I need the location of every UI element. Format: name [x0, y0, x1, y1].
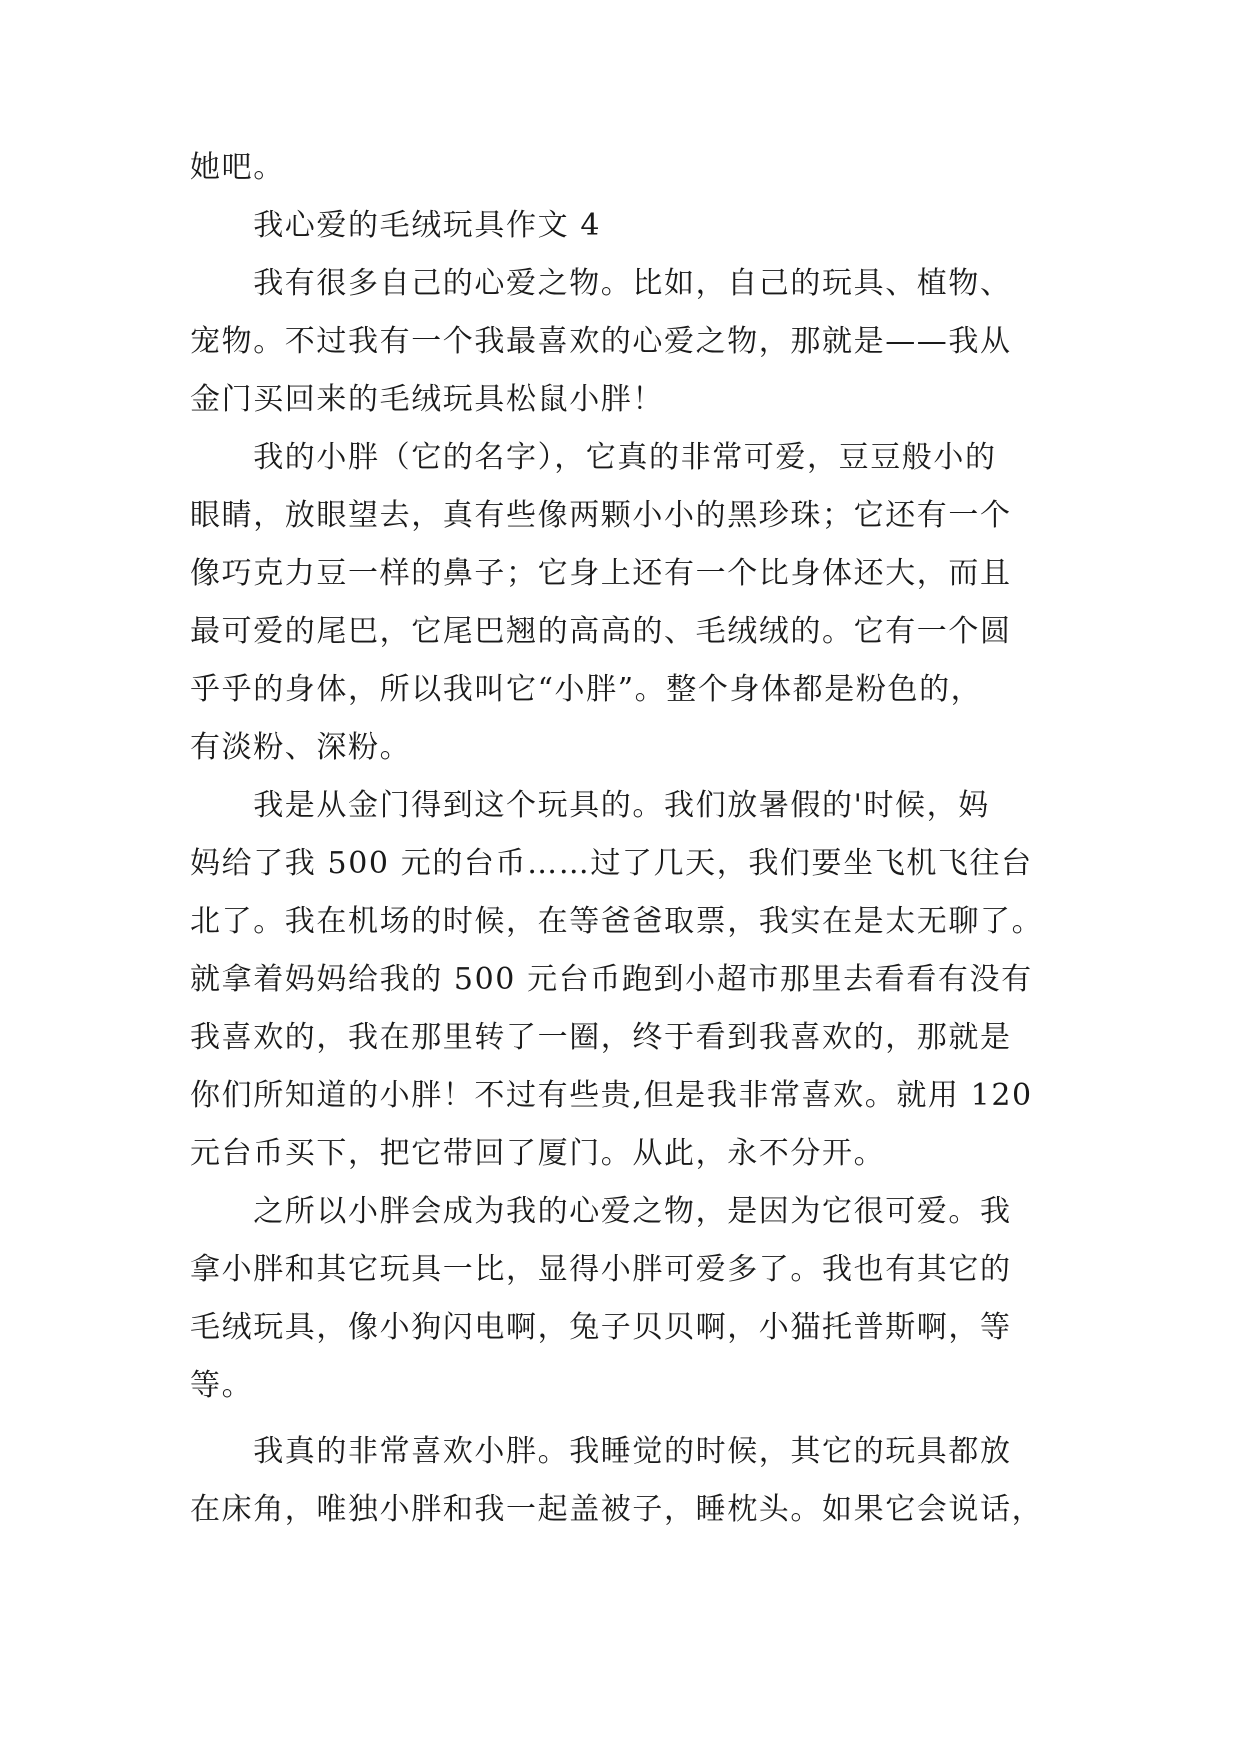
text-line: 她吧。 [190, 150, 285, 185]
text-line: 眼睛，放眼望去，真有些像两颗小小的黑珍珠；它还有一个 [190, 498, 1012, 533]
text-line: 有淡粉、深粉。 [190, 730, 412, 765]
text-line: 我喜欢的，我在那里转了一圈，终于看到我喜欢的，那就是 [190, 1020, 1012, 1055]
text-line: 像巧克力豆一样的鼻子；它身上还有一个比身体还大，而且 [190, 556, 1012, 591]
text-line: 你们所知道的小胖！不过有些贵,但是我非常喜欢。就用 120 [190, 1078, 1033, 1113]
text-line: 最可爱的尾巴，它尾巴翘的高高的、毛绒绒的。它有一个圆 [190, 614, 1012, 649]
text-line: 在床角，唯独小胖和我一起盖被子，睡枕头。如果它会说话， [190, 1492, 1044, 1527]
text-line: 北了。我在机场的时候，在等爸爸取票，我实在是太无聊了。 [190, 904, 1044, 939]
text-line: 金门买回来的毛绒玩具松鼠小胖！ [190, 382, 664, 417]
text-line: 毛绒玩具，像小狗闪电啊，兔子贝贝啊，小猫托普斯啊，等 [190, 1310, 1012, 1345]
text-line: 乎乎的身体，所以我叫它“小胖”。整个身体都是粉色的， [190, 672, 983, 707]
essay-title: 我心爱的毛绒玩具作文 4 [190, 208, 602, 243]
text-line: 拿小胖和其它玩具一比，显得小胖可爱多了。我也有其它的 [190, 1252, 1012, 1287]
text-line: 我是从金门得到这个玩具的。我们放暑假的'时候，妈 [190, 788, 990, 823]
text-line: 等。 [190, 1368, 254, 1403]
text-line: 我有很多自己的心爱之物。比如，自己的玩具、植物、 [190, 266, 1012, 301]
text-line: 就拿着妈妈给我的 500 元台币跑到小超市那里去看看有没有 [190, 962, 1033, 997]
text-line: 宠物。不过我有一个我最喜欢的心爱之物，那就是——我从 [190, 324, 1012, 359]
text-line: 我真的非常喜欢小胖。我睡觉的时候，其它的玩具都放 [190, 1434, 1012, 1469]
text-line: 元台币买下，把它带回了厦门。从此，永不分开。 [190, 1136, 886, 1171]
text-line: 我的小胖（它的名字），它真的非常可爱，豆豆般小的 [190, 440, 997, 475]
text-line: 妈给了我 500 元的台币……过了几天，我们要坐飞机飞往台 [190, 846, 1033, 881]
text-line: 之所以小胖会成为我的心爱之物，是因为它很可爱。我 [190, 1194, 1012, 1229]
